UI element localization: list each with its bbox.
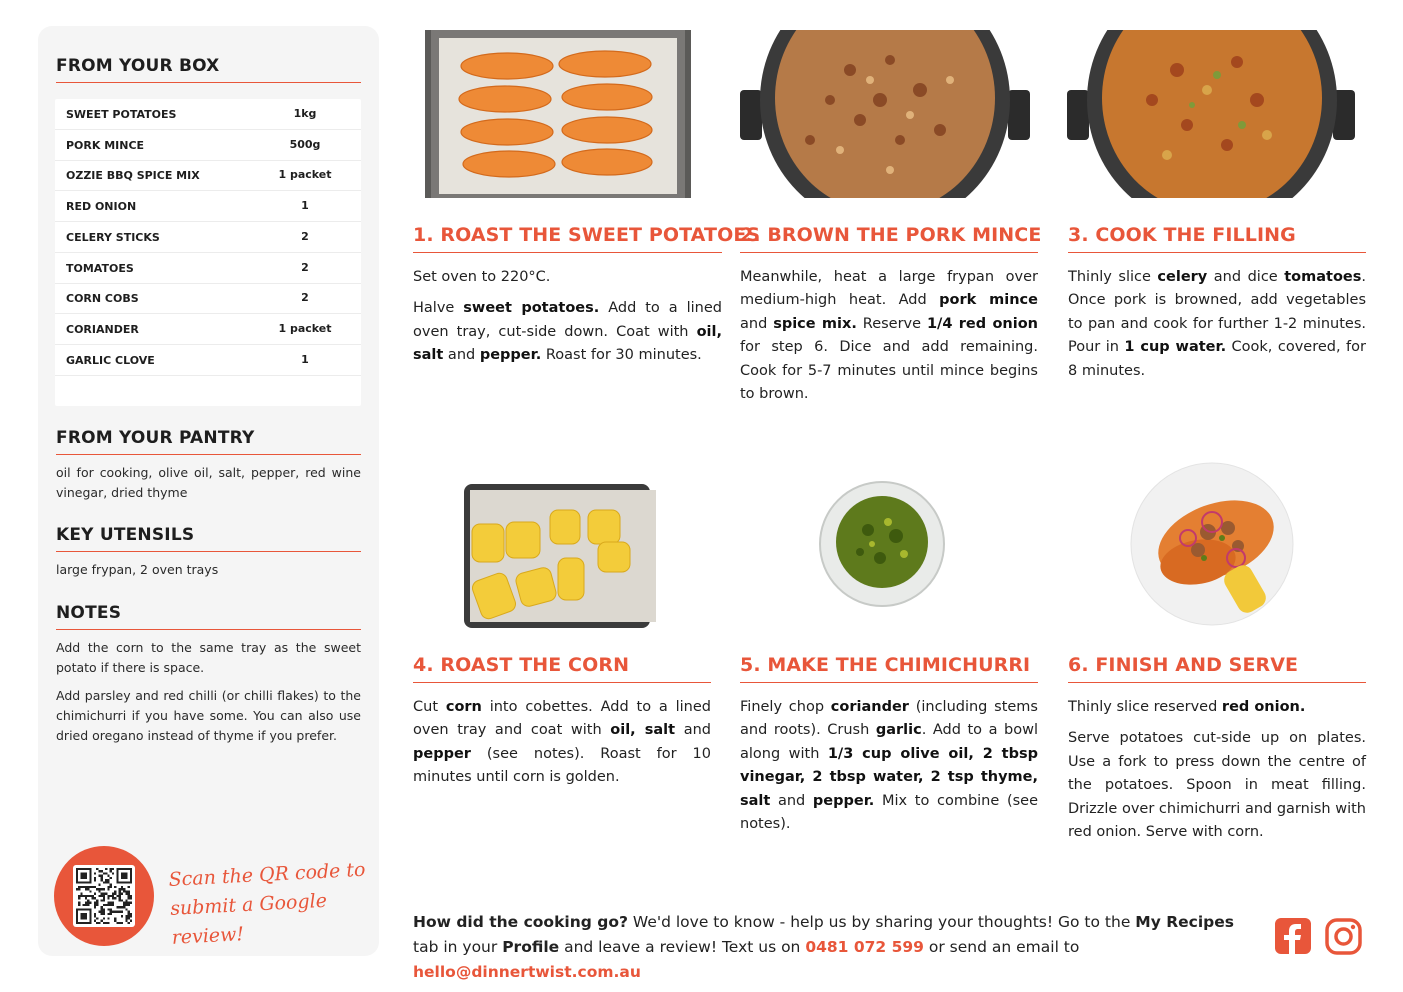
ingredient-name: SWEET POTATOES <box>66 108 177 121</box>
box-ingredient-row <box>55 345 361 376</box>
step-1-body <box>413 266 722 368</box>
emphasis-text: 1/4 red onion <box>926 315 1038 332</box>
text-run: . Once pork is browned, add vegetables to pan and cook for further 1-2 minutes. Pour in <box>1068 269 1366 356</box>
text-run: Add to a lined oven tray, cut-side down. Coat with <box>413 300 722 340</box>
pork-mince-pan-photo <box>740 30 1030 198</box>
emphasis-text: celery <box>1157 269 1208 285</box>
text-run: Serve potatoes cut-side up on plates. Use a fork to press down the centre of the potatoes. Spoon in meat filling. Drizzle over chimichurri and garnish with red onion. Serve with corn. <box>1068 730 1366 841</box>
facebook-icon[interactable] <box>1275 918 1313 956</box>
box-ingredient-row <box>55 160 361 191</box>
ingredient-quantity: 2 <box>301 229 309 243</box>
text-run: (including stems and roots). Crush <box>740 699 1038 739</box>
text-run: . Add to a bowl along with <box>740 722 1038 762</box>
step-5-title: 5. MAKE THE CHIMICHURRI <box>740 654 1038 683</box>
text-run: Thinly slice <box>1068 269 1158 285</box>
ingredient-name: CORN COBS <box>66 292 139 306</box>
contact-highlight[interactable]: 0481 072 599 <box>805 938 924 956</box>
notes-text <box>56 638 361 746</box>
qr-caption-line-1: Scan the QR code to <box>168 858 366 891</box>
ingredient-name: RED ONION <box>66 200 137 214</box>
text-run: for step 6. Dice and add remaining. Cook for 5-7 minutes until mince begins to brown. <box>740 339 1038 403</box>
step-paragraph <box>413 266 722 289</box>
ingredient-quantity: 1 packet <box>278 321 332 335</box>
text-run: or send an email to <box>923 938 1080 956</box>
chimichurri-bowl-photo <box>818 480 946 608</box>
step-2-body <box>740 266 1038 406</box>
ingredient-quantity: 500g <box>289 137 321 151</box>
emphasis-text: pork mince <box>939 292 1038 309</box>
qr-code-badge[interactable] <box>54 846 154 946</box>
step-paragraph <box>740 266 1038 406</box>
emphasis-text: red onion. <box>1221 699 1306 715</box>
ingredient-name: TOMATOES <box>66 261 134 275</box>
text-run: and leave a review! Text us on <box>559 938 806 956</box>
sweet-potatoes-photo <box>425 30 691 198</box>
box-ingredient-row <box>55 191 361 222</box>
step-3-body <box>1068 266 1366 383</box>
text-run: We'd love to know - help us by sharing your thoughts! Go to the <box>627 913 1136 931</box>
text-run: Roast for 30 minutes. <box>541 347 702 364</box>
text-run: Set oven to 220°C. <box>413 269 551 285</box>
qr-code-icon[interactable] <box>73 865 135 927</box>
step-6-title: 6. FINISH AND SERVE <box>1068 654 1366 683</box>
step-paragraph <box>740 696 1038 836</box>
emphasis-text: tomatoes <box>1284 269 1362 285</box>
emphasis-text: How did the cooking go? <box>413 913 628 931</box>
ingredient-quantity: 1 packet <box>278 168 332 182</box>
text-run: and <box>740 315 774 332</box>
text-run: Halve <box>413 300 464 317</box>
step-paragraph <box>413 696 711 790</box>
emphasis-text: garlic <box>875 722 922 739</box>
qr-caption <box>168 856 372 953</box>
ingredient-quantity: 1 <box>301 199 309 213</box>
from-your-pantry-heading: FROM YOUR PANTRY <box>56 428 361 455</box>
ingredient-quantity: 2 <box>301 260 309 274</box>
emphasis-text: oil, salt <box>413 323 722 364</box>
ingredient-quantity: 2 <box>301 291 309 305</box>
box-ingredient-row <box>55 222 361 253</box>
pantry-text: oil for cooking, olive oil, salt, pepper, red wine vinegar, dried thyme <box>56 465 361 500</box>
emphasis-text: pepper. <box>479 347 542 364</box>
filling-pan-photo <box>1067 30 1357 198</box>
text-run: (see notes). Roast for 10 minutes until corn is golden. <box>413 745 711 786</box>
note-2: Add parsley and red chilli (or chilli flakes) to the chimichurri if you have some. You can also use dried oregano instead of thyme if you prefer. <box>56 688 361 743</box>
emphasis-text: spice mix. <box>773 315 857 332</box>
text-run: Cook, covered, for 8 minutes. <box>1068 339 1366 379</box>
ingredient-name: CORIANDER <box>66 322 139 336</box>
emphasis-text: My Recipes <box>1135 913 1234 931</box>
emphasis-text: Profile <box>502 938 560 956</box>
text-run: Mix to combine (see notes). <box>740 792 1038 833</box>
box-ingredient-row <box>55 283 361 314</box>
instagram-icon[interactable] <box>1325 918 1363 956</box>
step-5-body <box>740 696 1038 836</box>
emphasis-text: 1 cup water. <box>1124 339 1227 356</box>
text-run: and dice <box>1207 269 1285 285</box>
emphasis-text: sweet potatoes. <box>463 300 600 317</box>
contact-highlight[interactable]: hello@dinnertwist.com.au <box>413 963 641 981</box>
text-run: into cobettes. Add to a lined oven tray and coat with <box>413 699 711 739</box>
box-ingredient-row <box>55 130 361 161</box>
step-4-title: 4. ROAST THE CORN <box>413 654 711 683</box>
step-paragraph <box>413 297 722 367</box>
ingredient-name: PORK MINCE <box>66 138 145 152</box>
step-3-title: 3. COOK THE FILLING <box>1068 224 1366 253</box>
step-paragraph <box>1068 696 1366 719</box>
text-run: Meanwhile, heat a large frypan over medium-high heat. Add <box>740 269 1038 309</box>
emphasis-text: oil, salt <box>610 722 676 739</box>
notes-heading: NOTES <box>56 603 361 630</box>
utensils-text: large frypan, 2 oven trays <box>56 562 219 577</box>
ingredient-quantity: 1kg <box>293 107 317 120</box>
ingredient-name: CELERY STICKS <box>66 230 160 244</box>
step-paragraph <box>1068 266 1366 383</box>
ingredient-name: OZZIE BBQ SPICE MIX <box>66 169 200 183</box>
step-2-title: 2. BROWN THE PORK MINCE <box>740 224 1038 253</box>
step-6-body <box>1068 696 1366 844</box>
emphasis-text: 1/3 cup olive oil, 2 tbsp vinegar, 2 tbsp water, 2 tsp thyme, salt <box>740 745 1038 809</box>
box-ingredient-row <box>55 99 361 130</box>
note-1: Add the corn to the same tray as the sweet potato if there is space. <box>56 640 361 675</box>
text-run: Finely chop <box>740 699 831 715</box>
emphasis-text: corn <box>445 699 482 715</box>
finished-dish-photo <box>1128 462 1296 628</box>
step-1-title: 1. ROAST THE SWEET POTATOES <box>413 224 722 253</box>
box-ingredient-row <box>55 253 361 284</box>
key-utensils-heading: KEY UTENSILS <box>56 525 361 552</box>
text-run: Thinly slice reserved <box>1068 699 1222 715</box>
box-ingredient-row <box>55 314 361 345</box>
emphasis-text: pepper <box>413 745 471 762</box>
emphasis-text: coriander <box>830 699 909 715</box>
emphasis-text: pepper. <box>812 792 875 809</box>
text-run: Reserve <box>856 315 927 332</box>
ingredient-name: GARLIC CLOVE <box>66 353 155 367</box>
box-ingredients-table <box>55 99 361 406</box>
step-paragraph <box>1068 727 1366 844</box>
step-4-body <box>413 696 711 790</box>
text-run: and <box>675 722 711 739</box>
review-footer-text <box>413 910 1263 985</box>
from-your-box-heading: FROM YOUR BOX <box>56 56 361 83</box>
text-run: and <box>443 347 480 364</box>
text-run: and <box>770 792 813 809</box>
text-run: tab in your <box>413 938 503 956</box>
qr-caption-line-2: submit a Google review! <box>169 889 328 949</box>
corn-tray-photo <box>464 484 656 628</box>
ingredients-sidebar <box>38 26 379 956</box>
ingredient-quantity: 1 <box>301 352 309 366</box>
text-run: Cut <box>413 699 446 715</box>
